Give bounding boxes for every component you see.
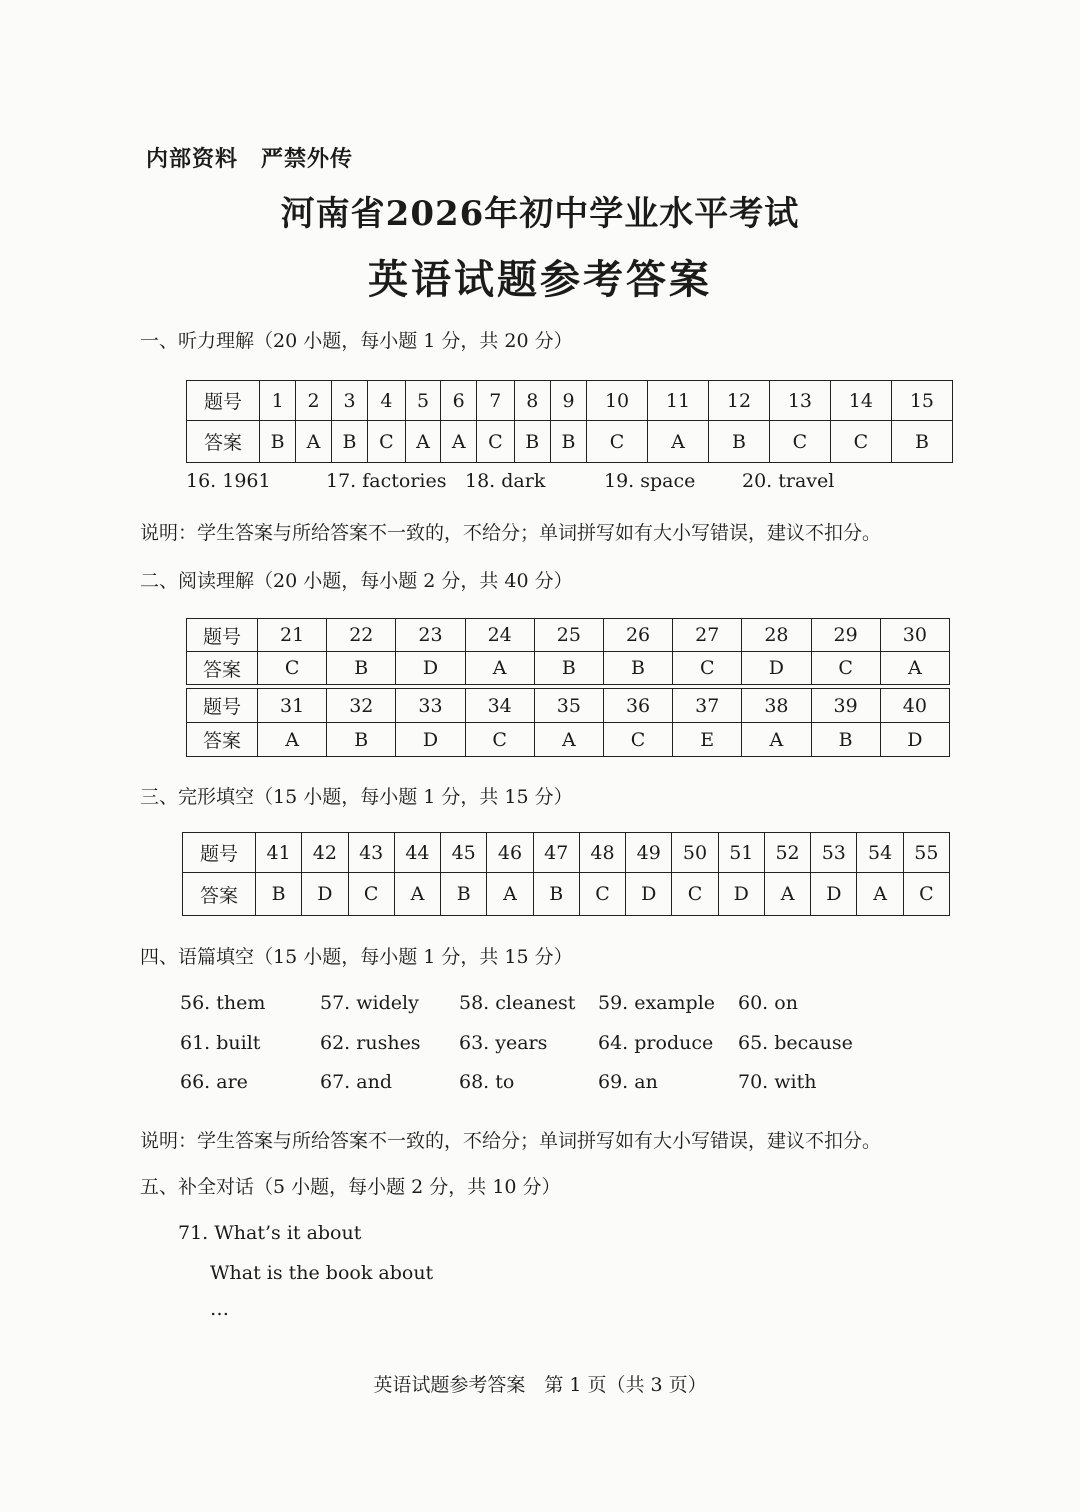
answer-cell: B (256, 873, 302, 916)
answer-cell: A (742, 723, 811, 757)
answer-cell: C (603, 723, 672, 757)
passage-fill-item: 58. cleanest (459, 992, 576, 1014)
answer-cell: B (709, 421, 770, 463)
answer-cell: A (258, 723, 327, 757)
answer-cell: B (260, 421, 296, 463)
answer-cell: B (603, 652, 672, 685)
passage-fill-item: 64. produce (598, 1032, 714, 1054)
question-number-cell: 29 (811, 619, 880, 652)
passage-fill-item: 61. built (180, 1032, 261, 1054)
question-number-cell: 2 (296, 381, 332, 421)
question-number-cell: 42 (302, 833, 348, 873)
passage-fill-item: 63. years (459, 1032, 548, 1054)
page-subtitle: 英语试题参考答案 (368, 256, 712, 303)
section2-heading: 二、阅读理解（20 小题，每小题 2 分，共 40 分） (140, 570, 573, 592)
question-number-cell: 33 (396, 689, 465, 723)
question-number-cell: 24 (465, 619, 534, 652)
answer-cell: A (857, 873, 903, 916)
question-number-cell: 15 (891, 381, 952, 421)
answer-cell: D (718, 873, 764, 916)
answer-cell: A (465, 652, 534, 685)
answer-cell: C (769, 421, 830, 463)
row-label-number: 题号 (187, 381, 260, 421)
passage-fill-item: 67. and (320, 1071, 392, 1093)
section4-heading: 四、语篇填空（15 小题，每小题 1 分，共 15 分） (140, 946, 573, 968)
passage-fill-item: 57. widely (320, 992, 419, 1014)
question-number-cell: 8 (514, 381, 550, 421)
answer-cell: C (672, 873, 718, 916)
passage-fill-item: 56. them (180, 992, 266, 1014)
question-number-cell: 50 (672, 833, 718, 873)
answer-cell: C (348, 873, 394, 916)
answer-cell: D (396, 652, 465, 685)
question-number-cell: 53 (811, 833, 857, 873)
cloze-answer-table (182, 832, 950, 916)
row-label-number: 题号 (183, 833, 256, 873)
answer-cell: B (327, 652, 396, 685)
answer-cell: C (368, 421, 406, 463)
question-number-cell: 1 (260, 381, 296, 421)
question-number-cell: 9 (550, 381, 586, 421)
question-number-cell: 23 (396, 619, 465, 652)
answer-cell: C (587, 421, 648, 463)
question-number-cell: 37 (673, 689, 742, 723)
answer-cell: C (465, 723, 534, 757)
table-row-numbers (183, 833, 950, 873)
question-number-cell: 34 (465, 689, 534, 723)
question-number-cell: 7 (477, 381, 515, 421)
section5-heading: 五、补全对话（5 小题，每小题 2 分，共 10 分） (140, 1176, 561, 1198)
answer-cell: A (296, 421, 332, 463)
question-number-cell: 13 (769, 381, 830, 421)
answer-cell: A (405, 421, 441, 463)
answer-cell: D (880, 723, 949, 757)
answer-cell: A (764, 873, 810, 916)
question-number-cell: 45 (441, 833, 487, 873)
passage-fill-item: 70. with (738, 1071, 817, 1093)
question-number-cell: 25 (534, 619, 603, 652)
answer-cell: D (742, 652, 811, 685)
answer-cell: D (302, 873, 348, 916)
answer-cell: B (327, 723, 396, 757)
reading-answer-table-b (186, 688, 950, 757)
dialogue-ellipsis: … (210, 1298, 229, 1320)
passage-fill-item: 60. on (738, 992, 798, 1014)
table-row-answers (187, 652, 950, 685)
answer-cell: B (891, 421, 952, 463)
answer-cell: C (811, 652, 880, 685)
page-footer: 英语试题参考答案 第 1 页（共 3 页） (373, 1374, 707, 1396)
question-number-cell: 39 (811, 689, 880, 723)
listening-fill-item: 17. factories (326, 470, 447, 492)
listening-answer-table (186, 380, 953, 463)
question-number-cell: 10 (587, 381, 648, 421)
answer-cell: C (903, 873, 949, 916)
reading-answer-table-a (186, 618, 950, 685)
question-number-cell: 52 (764, 833, 810, 873)
answer-cell: E (673, 723, 742, 757)
answer-cell: B (811, 723, 880, 757)
answer-cell: C (477, 421, 515, 463)
question-number-cell: 35 (534, 689, 603, 723)
dialogue-item-71-alt: What is the book about (210, 1262, 434, 1284)
row-label-answer: 答案 (187, 421, 260, 463)
question-number-cell: 38 (742, 689, 811, 723)
row-label-answer: 答案 (187, 652, 258, 685)
question-number-cell: 26 (603, 619, 672, 652)
answer-cell: A (394, 873, 440, 916)
question-number-cell: 51 (718, 833, 764, 873)
passage-fill-item: 68. to (459, 1071, 515, 1093)
section4-note: 说明：学生答案与所给答案不一致的，不给分；单词拼写如有大小写错误，建议不扣分。 (140, 1130, 882, 1152)
listening-fill-item: 19. space (604, 470, 696, 492)
listening-fill-item: 18. dark (465, 470, 546, 492)
question-number-cell: 43 (348, 833, 394, 873)
question-number-cell: 31 (258, 689, 327, 723)
table-row-answers (187, 723, 950, 757)
answer-cell: C (579, 873, 625, 916)
answer-cell: B (550, 421, 586, 463)
table-row-numbers (187, 689, 950, 723)
passage-fill-item: 69. an (598, 1071, 658, 1093)
question-number-cell: 14 (830, 381, 891, 421)
row-label-number: 题号 (187, 689, 258, 723)
passage-fill-item: 59. example (598, 992, 716, 1014)
answer-cell: B (514, 421, 550, 463)
page-title: 河南省2026年初中学业水平考试 (280, 194, 800, 234)
confidential-label: 内部资料 严禁外传 (146, 146, 354, 172)
answer-cell: A (648, 421, 709, 463)
answer-cell: D (396, 723, 465, 757)
table-row-numbers (187, 381, 953, 421)
question-number-cell: 30 (880, 619, 949, 652)
question-number-cell: 22 (327, 619, 396, 652)
table-row-answers (187, 421, 953, 463)
dialogue-item-71: 71. What’s it about (178, 1222, 362, 1244)
question-number-cell: 54 (857, 833, 903, 873)
question-number-cell: 5 (405, 381, 441, 421)
question-number-cell: 27 (673, 619, 742, 652)
question-number-cell: 3 (331, 381, 367, 421)
listening-fill-item: 20. travel (742, 470, 835, 492)
question-number-cell: 12 (709, 381, 770, 421)
section3-heading: 三、完形填空（15 小题，每小题 1 分，共 15 分） (140, 786, 573, 808)
row-label-answer: 答案 (183, 873, 256, 916)
question-number-cell: 32 (327, 689, 396, 723)
answer-cell: A (534, 723, 603, 757)
question-number-cell: 28 (742, 619, 811, 652)
table-row-answers (183, 873, 950, 916)
table-row-numbers (187, 619, 950, 652)
question-number-cell: 55 (903, 833, 949, 873)
question-number-cell: 47 (533, 833, 579, 873)
section1-note: 说明：学生答案与所给答案不一致的，不给分；单词拼写如有大小写错误，建议不扣分。 (140, 522, 882, 544)
answer-cell: A (441, 421, 477, 463)
answer-cell: B (331, 421, 367, 463)
question-number-cell: 6 (441, 381, 477, 421)
question-number-cell: 36 (603, 689, 672, 723)
section1-heading: 一、听力理解（20 小题，每小题 1 分，共 20 分） (140, 330, 573, 352)
question-number-cell: 44 (394, 833, 440, 873)
answer-cell: B (534, 652, 603, 685)
question-number-cell: 4 (368, 381, 406, 421)
passage-fill-item: 65. because (738, 1032, 853, 1054)
answer-cell: B (441, 873, 487, 916)
question-number-cell: 49 (626, 833, 672, 873)
row-label-answer: 答案 (187, 723, 258, 757)
question-number-cell: 46 (487, 833, 533, 873)
question-number-cell: 40 (880, 689, 949, 723)
question-number-cell: 48 (579, 833, 625, 873)
answer-cell: A (880, 652, 949, 685)
answer-cell: C (830, 421, 891, 463)
row-label-number: 题号 (187, 619, 258, 652)
answer-cell: D (626, 873, 672, 916)
answer-cell: D (811, 873, 857, 916)
answer-cell: B (533, 873, 579, 916)
question-number-cell: 21 (258, 619, 327, 652)
answer-cell: C (258, 652, 327, 685)
answer-cell: A (487, 873, 533, 916)
question-number-cell: 11 (648, 381, 709, 421)
answer-cell: C (673, 652, 742, 685)
listening-fill-item: 16. 1961 (186, 470, 271, 492)
passage-fill-item: 62. rushes (320, 1032, 421, 1054)
question-number-cell: 41 (256, 833, 302, 873)
passage-fill-item: 66. are (180, 1071, 248, 1093)
